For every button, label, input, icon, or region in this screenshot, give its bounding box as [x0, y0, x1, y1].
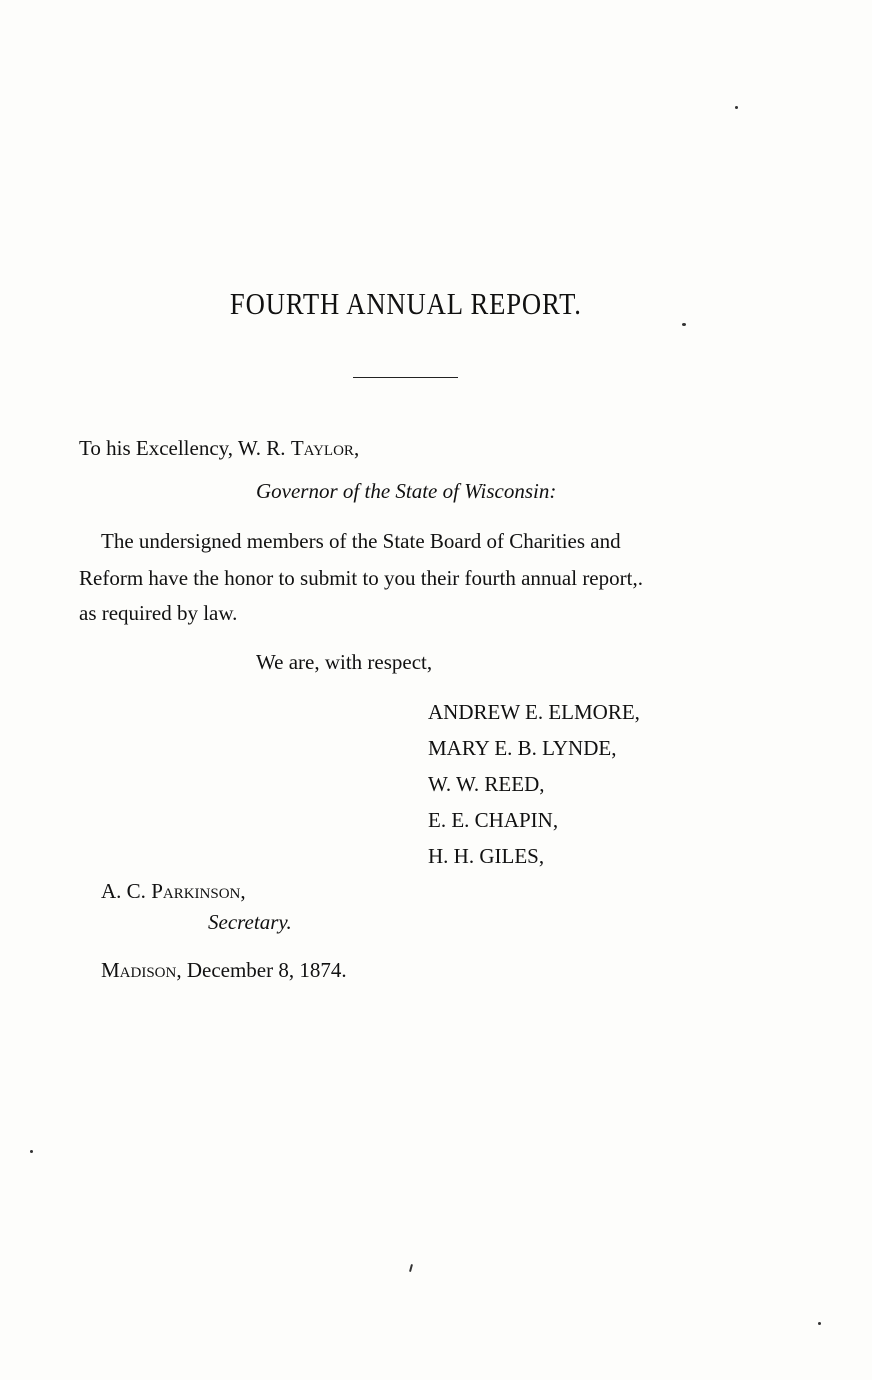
secretary-prefix: A. C. [101, 879, 152, 903]
signatory: ANDREW E. ELMORE, [428, 700, 640, 724]
scan-speck [735, 106, 738, 109]
place-date [101, 958, 347, 983]
report-title: FOURTH ANNUAL REPORT. [229, 286, 582, 321]
scan-speck [818, 1322, 821, 1325]
date: , December 8, 1874. [176, 958, 347, 982]
scan-speck [409, 1264, 413, 1272]
secretary-suffix: , [240, 879, 246, 903]
signatory: MARY E. B. LYNDE, [428, 736, 617, 760]
salutation-name: Taylor [290, 436, 354, 460]
scan-speck [682, 323, 686, 326]
place: Madison [101, 958, 177, 982]
secretary-surname: Parkinson [151, 879, 241, 903]
body-line-3: as required by law. [79, 601, 238, 625]
secretary-name [101, 879, 246, 904]
salutation-prefix: To his Excellency, W. R. [79, 436, 291, 460]
salutation [79, 436, 359, 461]
addressee-title: Governor of the State of Wisconsin: [256, 479, 557, 503]
signatory: W. W. REED, [428, 772, 545, 796]
title-rule [353, 377, 458, 378]
body-line-1: The undersigned members of the State Board of Charities and [101, 529, 621, 553]
signatory: H. H. GILES, [428, 844, 545, 868]
secretary-title: Secretary. [208, 910, 292, 934]
salutation-suffix: , [353, 436, 360, 460]
body-line-2: Reform have the honor to submit to you their fourth annual report,. [79, 566, 643, 590]
closing: We are, with respect, [256, 650, 433, 674]
scan-speck [30, 1150, 33, 1153]
signatory: E. E. CHAPIN, [428, 808, 559, 832]
